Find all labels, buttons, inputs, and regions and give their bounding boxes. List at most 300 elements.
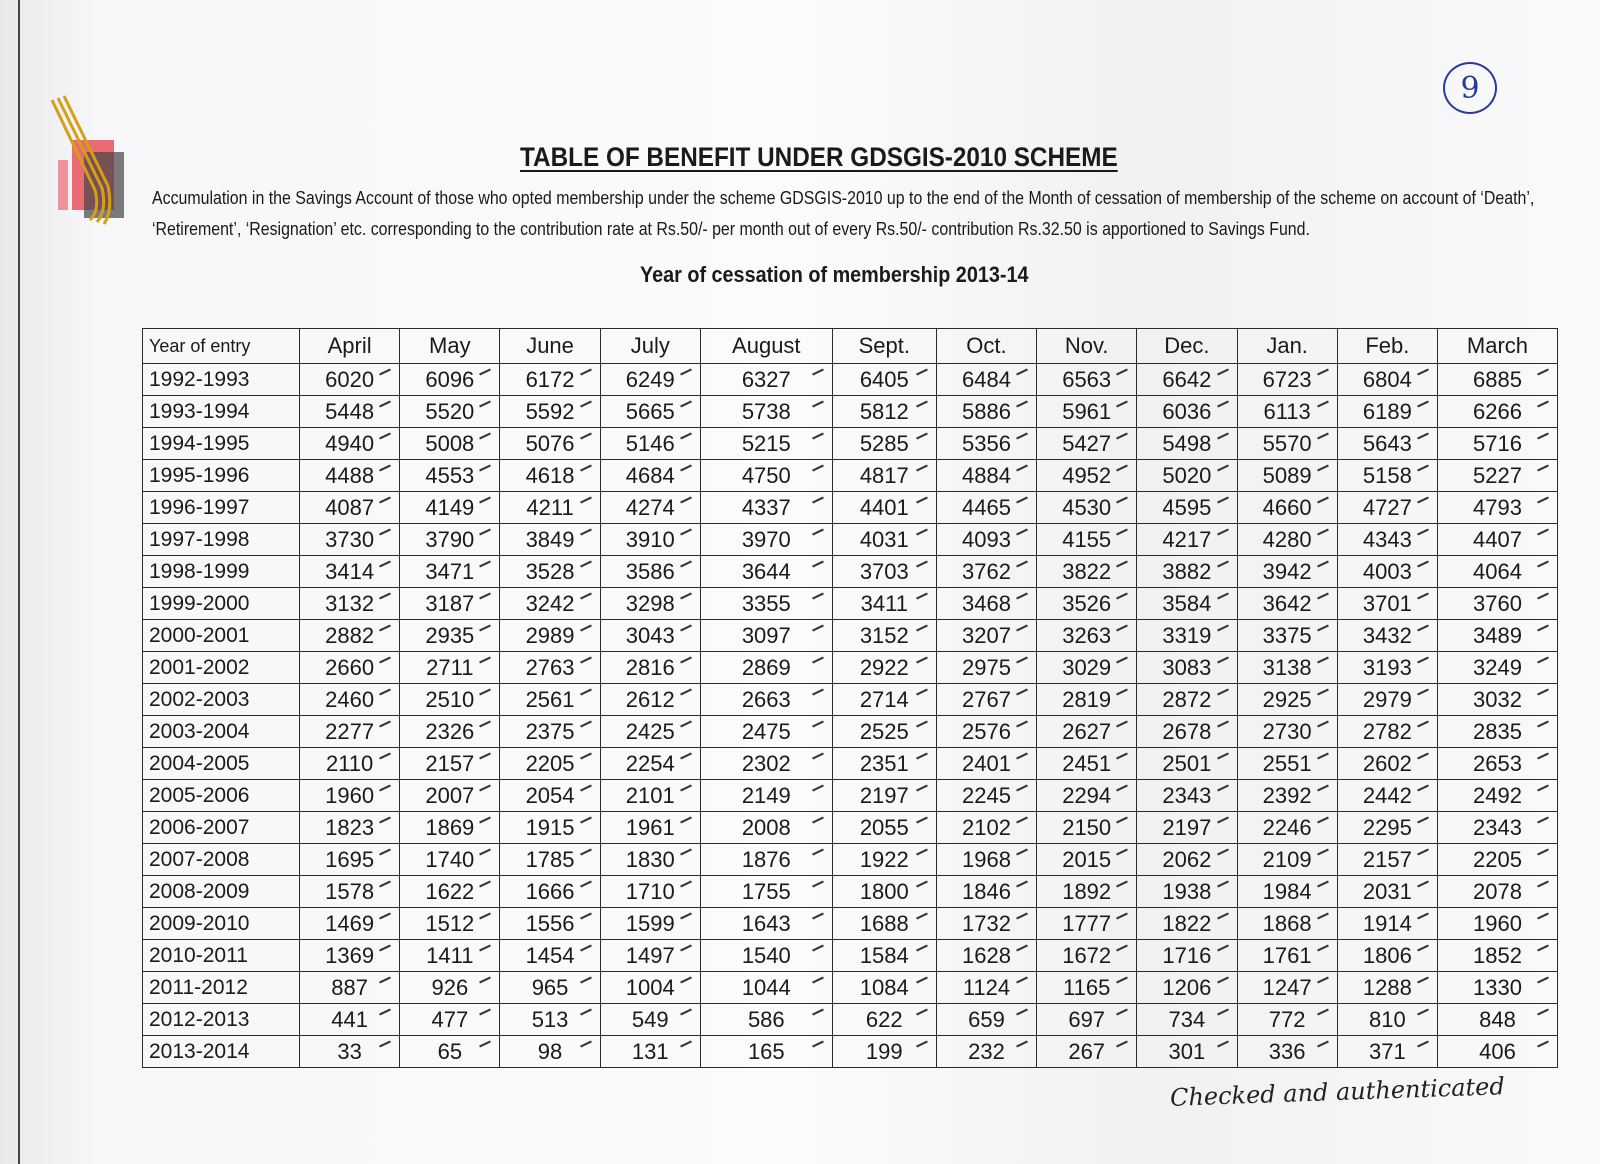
table-body <box>143 364 1558 1068</box>
benefit-value-cell: 1960 <box>1437 908 1557 940</box>
benefit-value-cell: 5448 <box>300 396 400 428</box>
benefit-value-cell: 5076 <box>500 428 600 460</box>
benefit-table <box>142 328 1558 1068</box>
year-of-entry-cell: 2003-2004 <box>143 716 300 748</box>
benefit-value-cell: 2612 <box>600 684 700 716</box>
benefit-value-cell: 2102 <box>936 812 1036 844</box>
benefit-value-cell: 1740 <box>400 844 500 876</box>
benefit-value-cell: 3762 <box>936 556 1036 588</box>
benefit-value-cell: 3187 <box>400 588 500 620</box>
benefit-value-cell: 2935 <box>400 620 500 652</box>
table-row <box>143 876 1558 908</box>
benefit-value-cell: 2294 <box>1037 780 1137 812</box>
benefit-value-cell: 1892 <box>1037 876 1137 908</box>
benefit-value-cell: 3375 <box>1237 620 1337 652</box>
table-row <box>143 492 1558 524</box>
benefit-value-cell: 1599 <box>600 908 700 940</box>
india-post-logo-icon <box>50 90 130 250</box>
benefit-value-cell: 659 <box>936 1004 1036 1036</box>
benefit-value-cell: 1732 <box>936 908 1036 940</box>
benefit-value-cell: 513 <box>500 1004 600 1036</box>
benefit-value-cell: 1247 <box>1237 972 1337 1004</box>
benefit-value-cell: 2882 <box>300 620 400 652</box>
benefit-value-cell: 2510 <box>400 684 500 716</box>
benefit-value-cell: 2925 <box>1237 684 1337 716</box>
benefit-value-cell: 2110 <box>300 748 400 780</box>
benefit-value-cell: 1124 <box>936 972 1036 1004</box>
benefit-value-cell: 1716 <box>1137 940 1237 972</box>
benefit-value-cell: 2975 <box>936 652 1036 684</box>
benefit-value-cell: 5570 <box>1237 428 1337 460</box>
benefit-value-cell: 2551 <box>1237 748 1337 780</box>
benefit-value-cell: 2835 <box>1437 716 1557 748</box>
benefit-value-cell: 1288 <box>1337 972 1437 1004</box>
column-header-month: Dec. <box>1137 329 1237 364</box>
benefit-value-cell: 5008 <box>400 428 500 460</box>
benefit-value-cell: 3849 <box>500 524 600 556</box>
table-row <box>143 524 1558 556</box>
benefit-value-cell: 6096 <box>400 364 500 396</box>
benefit-value-cell: 1044 <box>700 972 832 1004</box>
benefit-value-cell: 1852 <box>1437 940 1557 972</box>
benefit-value-cell: 232 <box>936 1036 1036 1068</box>
benefit-value-cell: 2007 <box>400 780 500 812</box>
benefit-value-cell: 3152 <box>832 620 936 652</box>
benefit-value-cell: 1369 <box>300 940 400 972</box>
benefit-value-cell: 3242 <box>500 588 600 620</box>
benefit-value-cell: 3298 <box>600 588 700 620</box>
benefit-value-cell: 2205 <box>1437 844 1557 876</box>
benefit-value-cell: 65 <box>400 1036 500 1068</box>
benefit-value-cell: 6189 <box>1337 396 1437 428</box>
table-row <box>143 428 1558 460</box>
table-row <box>143 812 1558 844</box>
benefit-value-cell: 5498 <box>1137 428 1237 460</box>
benefit-value-cell: 1914 <box>1337 908 1437 940</box>
benefit-value-cell: 6642 <box>1137 364 1237 396</box>
benefit-value-cell: 1755 <box>700 876 832 908</box>
benefit-value-cell: 5215 <box>700 428 832 460</box>
benefit-value-cell: 3489 <box>1437 620 1557 652</box>
benefit-value-cell: 3029 <box>1037 652 1137 684</box>
benefit-value-cell: 33 <box>300 1036 400 1068</box>
benefit-value-cell: 2109 <box>1237 844 1337 876</box>
benefit-value-cell: 2561 <box>500 684 600 716</box>
benefit-value-cell: 4684 <box>600 460 700 492</box>
table-row <box>143 748 1558 780</box>
benefit-value-cell: 4003 <box>1337 556 1437 588</box>
benefit-value-cell: 4750 <box>700 460 832 492</box>
benefit-value-cell: 1165 <box>1037 972 1137 1004</box>
benefit-value-cell: 2979 <box>1337 684 1437 716</box>
year-of-entry-cell: 2011-2012 <box>143 972 300 1004</box>
benefit-value-cell: 3703 <box>832 556 936 588</box>
benefit-value-cell: 5146 <box>600 428 700 460</box>
benefit-value-cell: 2343 <box>1437 812 1557 844</box>
benefit-value-cell: 6885 <box>1437 364 1557 396</box>
benefit-value-cell: 2627 <box>1037 716 1137 748</box>
benefit-value-cell: 4884 <box>936 460 1036 492</box>
benefit-value-cell: 4343 <box>1337 524 1437 556</box>
year-of-entry-cell: 2002-2003 <box>143 684 300 716</box>
benefit-value-cell: 4940 <box>300 428 400 460</box>
benefit-value-cell: 3097 <box>700 620 832 652</box>
benefit-value-cell: 965 <box>500 972 600 1004</box>
benefit-value-cell: 2008 <box>700 812 832 844</box>
benefit-value-cell: 4064 <box>1437 556 1557 588</box>
benefit-value-cell: 2246 <box>1237 812 1337 844</box>
benefit-value-cell: 371 <box>1337 1036 1437 1068</box>
benefit-value-cell: 3942 <box>1237 556 1337 588</box>
benefit-value-cell: 734 <box>1137 1004 1237 1036</box>
benefit-value-cell: 622 <box>832 1004 936 1036</box>
benefit-value-cell: 5089 <box>1237 460 1337 492</box>
page-edge-line <box>18 0 20 1164</box>
column-header-month: Nov. <box>1037 329 1137 364</box>
benefit-value-cell: 1915 <box>500 812 600 844</box>
benefit-value-cell: 549 <box>600 1004 700 1036</box>
benefit-value-cell: 2525 <box>832 716 936 748</box>
benefit-value-cell: 1584 <box>832 940 936 972</box>
benefit-value-cell: 3790 <box>400 524 500 556</box>
benefit-value-cell: 2660 <box>300 652 400 684</box>
benefit-value-cell: 3468 <box>936 588 1036 620</box>
benefit-value-cell: 810 <box>1337 1004 1437 1036</box>
year-of-entry-cell: 2007-2008 <box>143 844 300 876</box>
benefit-value-cell: 1777 <box>1037 908 1137 940</box>
benefit-value-cell: 5643 <box>1337 428 1437 460</box>
benefit-value-cell: 3910 <box>600 524 700 556</box>
table-row <box>143 780 1558 812</box>
benefit-value-cell: 1469 <box>300 908 400 940</box>
benefit-value-cell: 2277 <box>300 716 400 748</box>
table-row <box>143 940 1558 972</box>
benefit-value-cell: 1960 <box>300 780 400 812</box>
benefit-value-cell: 3471 <box>400 556 500 588</box>
benefit-value-cell: 6020 <box>300 364 400 396</box>
benefit-value-cell: 3882 <box>1137 556 1237 588</box>
table-row <box>143 716 1558 748</box>
benefit-value-cell: 2576 <box>936 716 1036 748</box>
benefit-value-cell: 3730 <box>300 524 400 556</box>
benefit-value-cell: 301 <box>1137 1036 1237 1068</box>
benefit-value-cell: 2157 <box>1337 844 1437 876</box>
benefit-value-cell: 2149 <box>700 780 832 812</box>
benefit-value-cell: 1622 <box>400 876 500 908</box>
benefit-value-cell: 1512 <box>400 908 500 940</box>
table-row <box>143 556 1558 588</box>
table-row <box>143 396 1558 428</box>
benefit-value-cell: 5592 <box>500 396 600 428</box>
benefit-value-cell: 5886 <box>936 396 1036 428</box>
benefit-value-cell: 2451 <box>1037 748 1137 780</box>
benefit-value-cell: 4031 <box>832 524 936 556</box>
benefit-value-cell: 1761 <box>1237 940 1337 972</box>
table-row <box>143 460 1558 492</box>
benefit-value-cell: 697 <box>1037 1004 1137 1036</box>
benefit-value-cell: 2078 <box>1437 876 1557 908</box>
benefit-value-cell: 4149 <box>400 492 500 524</box>
benefit-value-cell: 2819 <box>1037 684 1137 716</box>
benefit-value-cell: 586 <box>700 1004 832 1036</box>
benefit-value-cell: 3132 <box>300 588 400 620</box>
benefit-value-cell: 1454 <box>500 940 600 972</box>
benefit-value-cell: 2989 <box>500 620 600 652</box>
benefit-value-cell: 3642 <box>1237 588 1337 620</box>
benefit-value-cell: 2392 <box>1237 780 1337 812</box>
benefit-value-cell: 3043 <box>600 620 700 652</box>
benefit-value-cell: 848 <box>1437 1004 1557 1036</box>
benefit-value-cell: 5227 <box>1437 460 1557 492</box>
benefit-value-cell: 2816 <box>600 652 700 684</box>
benefit-value-cell: 2197 <box>1137 812 1237 844</box>
benefit-value-cell: 2054 <box>500 780 600 812</box>
benefit-value-cell: 1846 <box>936 876 1036 908</box>
benefit-value-cell: 2730 <box>1237 716 1337 748</box>
year-of-entry-cell: 1998-1999 <box>143 556 300 588</box>
benefit-value-cell: 4488 <box>300 460 400 492</box>
benefit-value-cell: 4727 <box>1337 492 1437 524</box>
benefit-value-cell: 4217 <box>1137 524 1237 556</box>
benefit-value-cell: 926 <box>400 972 500 1004</box>
benefit-value-cell: 199 <box>832 1036 936 1068</box>
benefit-value-cell: 267 <box>1037 1036 1137 1068</box>
benefit-value-cell: 3528 <box>500 556 600 588</box>
benefit-value-cell: 1800 <box>832 876 936 908</box>
year-of-entry-cell: 2013-2014 <box>143 1036 300 1068</box>
benefit-value-cell: 1785 <box>500 844 600 876</box>
table-row <box>143 652 1558 684</box>
benefit-value-cell: 4274 <box>600 492 700 524</box>
benefit-value-cell: 2711 <box>400 652 500 684</box>
document-subtitle: Year of cessation of membership 2013-14 <box>640 262 1029 287</box>
benefit-value-cell: 165 <box>700 1036 832 1068</box>
benefit-value-cell: 6172 <box>500 364 600 396</box>
year-of-entry-cell: 2010-2011 <box>143 940 300 972</box>
year-of-entry-cell: 2006-2007 <box>143 812 300 844</box>
benefit-value-cell: 5427 <box>1037 428 1137 460</box>
benefit-value-cell: 3249 <box>1437 652 1557 684</box>
benefit-value-cell: 2343 <box>1137 780 1237 812</box>
document-title: TABLE OF BENEFIT UNDER GDSGIS-2010 SCHEME <box>520 142 1118 172</box>
benefit-value-cell: 4553 <box>400 460 500 492</box>
benefit-value-cell: 3263 <box>1037 620 1137 652</box>
benefit-value-cell: 6113 <box>1237 396 1337 428</box>
benefit-value-cell: 4952 <box>1037 460 1137 492</box>
benefit-value-cell: 5665 <box>600 396 700 428</box>
document-description: Accumulation in the Savings Account of those who opted membership under the scheme GDSGIS-2010 up to the end of the Month of cessation of membership of the scheme on account of ‘Death’, ‘Retirement’, ‘Resignation’ etc. corresponding to the contribution rate at Rs.50/- per month out of every Rs.50/- contribution Rs.32.50 is apportioned to Savings Fund. <box>152 187 1535 239</box>
benefit-value-cell: 1330 <box>1437 972 1557 1004</box>
benefit-value-cell: 1628 <box>936 940 1036 972</box>
benefit-value-cell: 406 <box>1437 1036 1557 1068</box>
benefit-value-cell: 3526 <box>1037 588 1137 620</box>
column-header-month: March <box>1437 329 1557 364</box>
column-header-month: Oct. <box>936 329 1036 364</box>
year-of-entry-cell: 1994-1995 <box>143 428 300 460</box>
table-row <box>143 684 1558 716</box>
benefit-value-cell: 5812 <box>832 396 936 428</box>
benefit-value-cell: 1666 <box>500 876 600 908</box>
benefit-value-cell: 3207 <box>936 620 1036 652</box>
benefit-value-cell: 1710 <box>600 876 700 908</box>
benefit-value-cell: 6723 <box>1237 364 1337 396</box>
table-row <box>143 1004 1558 1036</box>
benefit-value-cell: 5285 <box>832 428 936 460</box>
year-of-entry-cell: 2005-2006 <box>143 780 300 812</box>
handwritten-signature: Checked and authenticated <box>1169 1072 1506 1112</box>
benefit-value-cell: 1922 <box>832 844 936 876</box>
benefit-value-cell: 2326 <box>400 716 500 748</box>
benefit-value-cell: 1823 <box>300 812 400 844</box>
benefit-value-cell: 2714 <box>832 684 936 716</box>
benefit-value-cell: 2150 <box>1037 812 1137 844</box>
benefit-value-cell: 2763 <box>500 652 600 684</box>
benefit-value-cell: 4465 <box>936 492 1036 524</box>
benefit-value-cell: 1578 <box>300 876 400 908</box>
benefit-value-cell: 6266 <box>1437 396 1557 428</box>
benefit-value-cell: 3411 <box>832 588 936 620</box>
benefit-value-cell: 2197 <box>832 780 936 812</box>
benefit-value-cell: 2678 <box>1137 716 1237 748</box>
benefit-value-cell: 2653 <box>1437 748 1557 780</box>
benefit-value-cell: 5520 <box>400 396 500 428</box>
benefit-value-cell: 1869 <box>400 812 500 844</box>
benefit-value-cell: 1868 <box>1237 908 1337 940</box>
year-of-entry-cell: 2009-2010 <box>143 908 300 940</box>
benefit-value-cell: 772 <box>1237 1004 1337 1036</box>
benefit-value-cell: 1830 <box>600 844 700 876</box>
table-row <box>143 364 1558 396</box>
benefit-value-cell: 1688 <box>832 908 936 940</box>
benefit-value-cell: 2442 <box>1337 780 1437 812</box>
benefit-value-cell: 98 <box>500 1036 600 1068</box>
table-row <box>143 908 1558 940</box>
table-row <box>143 972 1558 1004</box>
benefit-value-cell: 5356 <box>936 428 1036 460</box>
benefit-value-cell: 3644 <box>700 556 832 588</box>
benefit-value-cell: 5961 <box>1037 396 1137 428</box>
benefit-value-cell: 336 <box>1237 1036 1337 1068</box>
benefit-value-cell: 4211 <box>500 492 600 524</box>
benefit-value-cell: 4155 <box>1037 524 1137 556</box>
benefit-value-cell: 5738 <box>700 396 832 428</box>
benefit-value-cell: 2602 <box>1337 748 1437 780</box>
benefit-value-cell: 3432 <box>1337 620 1437 652</box>
benefit-value-cell: 6327 <box>700 364 832 396</box>
benefit-value-cell: 1084 <box>832 972 936 1004</box>
benefit-value-cell: 2663 <box>700 684 832 716</box>
year-of-entry-cell: 2000-2001 <box>143 620 300 652</box>
benefit-value-cell: 2425 <box>600 716 700 748</box>
benefit-value-cell: 1938 <box>1137 876 1237 908</box>
benefit-value-cell: 1411 <box>400 940 500 972</box>
benefit-value-cell: 3822 <box>1037 556 1137 588</box>
benefit-value-cell: 2031 <box>1337 876 1437 908</box>
benefit-value-cell: 1968 <box>936 844 1036 876</box>
table-row <box>143 588 1558 620</box>
column-header-month: Jan. <box>1237 329 1337 364</box>
benefit-value-cell: 6036 <box>1137 396 1237 428</box>
column-header-month: August <box>700 329 832 364</box>
benefit-value-cell: 2869 <box>700 652 832 684</box>
benefit-value-cell: 4280 <box>1237 524 1337 556</box>
benefit-value-cell: 131 <box>600 1036 700 1068</box>
benefit-value-cell: 4660 <box>1237 492 1337 524</box>
benefit-value-cell: 5716 <box>1437 428 1557 460</box>
benefit-value-cell: 2375 <box>500 716 600 748</box>
benefit-value-cell: 2254 <box>600 748 700 780</box>
benefit-value-cell: 2015 <box>1037 844 1137 876</box>
year-of-entry-cell: 2012-2013 <box>143 1004 300 1036</box>
benefit-value-cell: 4337 <box>700 492 832 524</box>
benefit-value-cell: 477 <box>400 1004 500 1036</box>
benefit-value-cell: 1876 <box>700 844 832 876</box>
benefit-value-cell: 3138 <box>1237 652 1337 684</box>
benefit-value-cell: 6405 <box>832 364 936 396</box>
column-header-month: May <box>400 329 500 364</box>
benefit-value-cell: 2460 <box>300 684 400 716</box>
year-of-entry-cell: 1995-1996 <box>143 460 300 492</box>
column-header-month: Sept. <box>832 329 936 364</box>
benefit-value-cell: 4530 <box>1037 492 1137 524</box>
benefit-value-cell: 1961 <box>600 812 700 844</box>
benefit-value-cell: 1497 <box>600 940 700 972</box>
benefit-value-cell: 3760 <box>1437 588 1557 620</box>
benefit-value-cell: 6563 <box>1037 364 1137 396</box>
benefit-value-cell: 1695 <box>300 844 400 876</box>
benefit-value-cell: 2062 <box>1137 844 1237 876</box>
benefit-value-cell: 6484 <box>936 364 1036 396</box>
table-row <box>143 844 1558 876</box>
column-header-month: April <box>300 329 400 364</box>
year-of-entry-cell: 2004-2005 <box>143 748 300 780</box>
year-of-entry-cell: 2001-2002 <box>143 652 300 684</box>
year-of-entry-cell: 2008-2009 <box>143 876 300 908</box>
table-row <box>143 620 1558 652</box>
benefit-value-cell: 1984 <box>1237 876 1337 908</box>
benefit-value-cell: 4401 <box>832 492 936 524</box>
benefit-value-cell: 1672 <box>1037 940 1137 972</box>
benefit-value-cell: 4087 <box>300 492 400 524</box>
benefit-value-cell: 5158 <box>1337 460 1437 492</box>
benefit-value-cell: 2501 <box>1137 748 1237 780</box>
benefit-value-cell: 4407 <box>1437 524 1557 556</box>
year-of-entry-cell: 1996-1997 <box>143 492 300 524</box>
benefit-value-cell: 2302 <box>700 748 832 780</box>
benefit-value-cell: 1822 <box>1137 908 1237 940</box>
benefit-value-cell: 3584 <box>1137 588 1237 620</box>
benefit-value-cell: 2767 <box>936 684 1036 716</box>
benefit-value-cell: 1004 <box>600 972 700 1004</box>
benefit-value-cell: 3701 <box>1337 588 1437 620</box>
benefit-value-cell: 3970 <box>700 524 832 556</box>
benefit-value-cell: 2475 <box>700 716 832 748</box>
benefit-value-cell: 4093 <box>936 524 1036 556</box>
benefit-value-cell: 1556 <box>500 908 600 940</box>
benefit-value-cell: 4817 <box>832 460 936 492</box>
column-header-year-of-entry: Year of entry <box>143 329 300 364</box>
benefit-value-cell: 2295 <box>1337 812 1437 844</box>
benefit-value-cell: 3193 <box>1337 652 1437 684</box>
benefit-value-cell: 2872 <box>1137 684 1237 716</box>
benefit-value-cell: 4595 <box>1137 492 1237 524</box>
benefit-value-cell: 6804 <box>1337 364 1437 396</box>
benefit-value-cell: 3319 <box>1137 620 1237 652</box>
benefit-value-cell: 3414 <box>300 556 400 588</box>
table-header-row <box>143 329 1558 364</box>
benefit-value-cell: 3032 <box>1437 684 1557 716</box>
column-header-month: July <box>600 329 700 364</box>
